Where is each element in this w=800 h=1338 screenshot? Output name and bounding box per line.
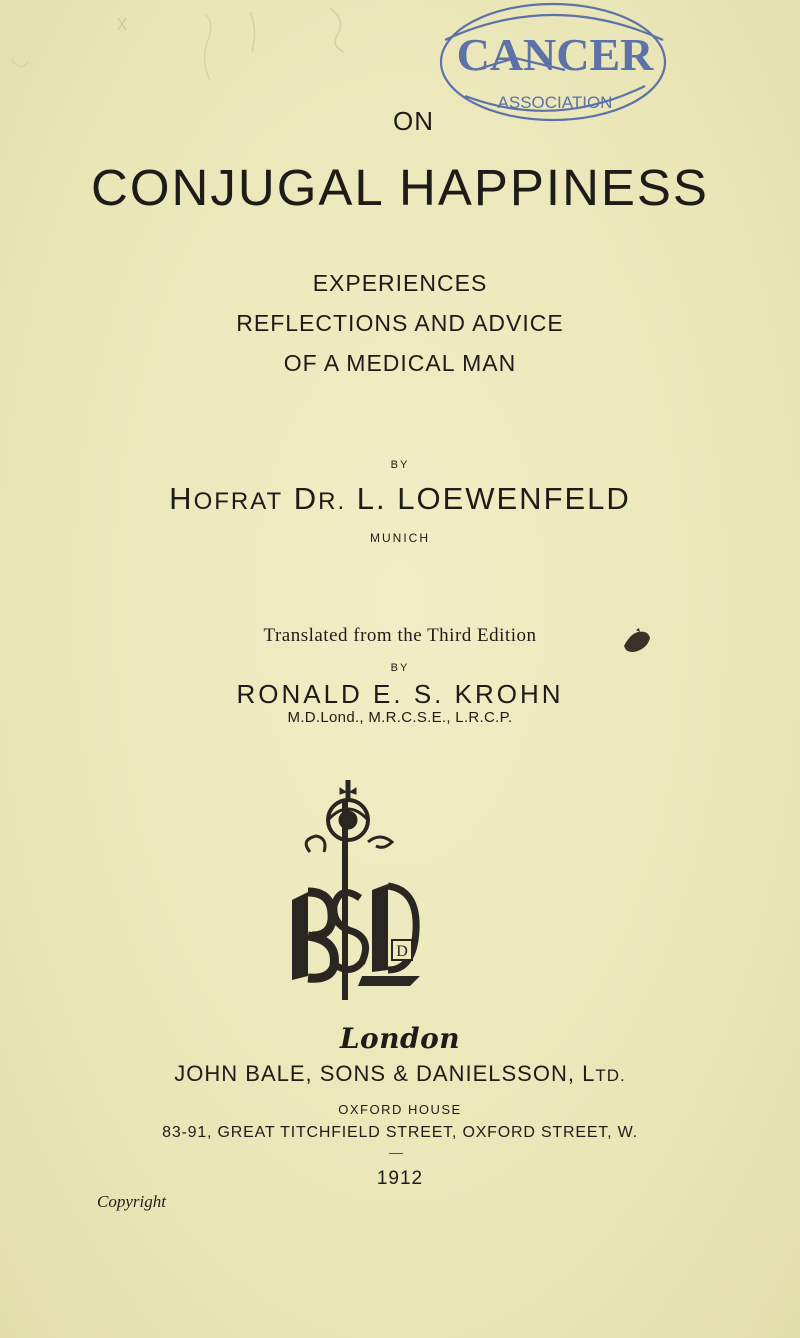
author-name [0, 481, 800, 517]
publisher-address: 83-91, GREAT TITCHFIELD STREET, OXFORD STREET, W. [162, 1124, 638, 1141]
publisher-ltd-rest: TD. [595, 1066, 626, 1085]
publication-year: 1912 [376, 1168, 424, 1189]
book-title: CONJUGAL HAPPINESS [91, 159, 709, 216]
stamp-text-main: CANCER [456, 29, 654, 80]
publisher-main: JOHN BALE, SONS & DANIELSSON, [174, 1061, 583, 1086]
publisher-house: OXFORD HOUSE [338, 1102, 462, 1117]
author-degree-initial: D [293, 481, 319, 516]
author-city: MUNICH [370, 531, 430, 545]
publisher-device [280, 780, 420, 1002]
author-title-initial: H [169, 481, 194, 516]
author-surname: L. LOEWENFELD [356, 481, 631, 516]
ink-blot [622, 628, 652, 654]
publisher-ltd-initial: L [582, 1061, 596, 1086]
subtitle-line-2: REFLECTIONS AND ADVICE [236, 310, 564, 336]
author-degree-rest: R. [318, 488, 347, 515]
subtitle-line-1: EXPERIENCES [312, 270, 488, 296]
copyright-note: Copyright [97, 1192, 166, 1211]
library-stamp [405, 0, 685, 125]
imprint-place: London [339, 1022, 461, 1055]
title-prefix: ON [393, 106, 434, 136]
by-label: BY [390, 459, 410, 471]
bleed-through-marks [0, 0, 420, 120]
translation-note: Translated from the Third Edition [263, 625, 537, 646]
stamp-text-sub: ASSOCIATION [497, 93, 613, 112]
translator-credentials: M.D.Lond., M.R.C.S.E., L.R.C.P. [287, 709, 513, 726]
translator-name: RONALD E. S. KROHN [236, 679, 564, 709]
publisher-name [0, 1061, 800, 1087]
subtitle-line-3: OF A MEDICAL MAN [283, 350, 517, 376]
svg-text:D: D [396, 943, 408, 960]
by-label-translator: BY [390, 662, 410, 674]
author-title-rest: OFRAT [193, 488, 284, 515]
rule-dash [389, 1153, 403, 1154]
